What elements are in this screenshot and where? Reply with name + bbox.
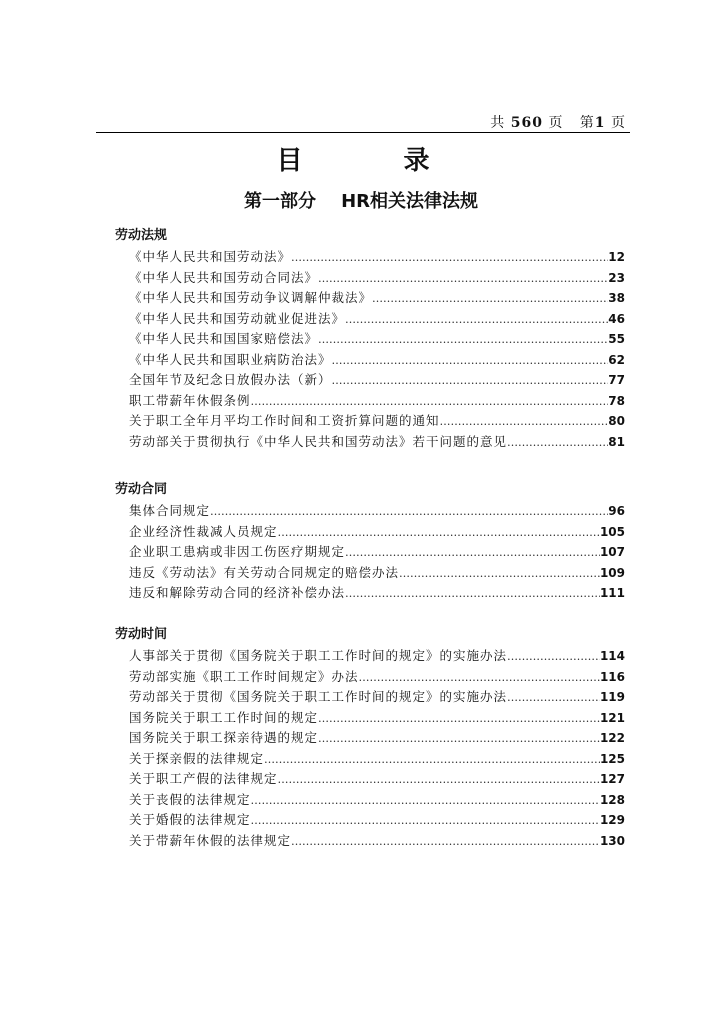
toc-entry-page: 80: [608, 414, 625, 428]
toc-entry[interactable]: [129, 646, 625, 667]
toc-entry[interactable]: [129, 728, 625, 749]
toc-entry-page: 81: [608, 434, 625, 449]
page-counter: [0, 112, 626, 132]
toc-entry-page: 107: [599, 545, 625, 559]
toc-entry[interactable]: [129, 268, 625, 289]
toc-entry-page: 46: [608, 311, 625, 326]
toc-entry-title: 关于丧假的法律规定: [129, 791, 251, 807]
page-counter-mid: 页: [548, 115, 564, 131]
toc-entry-page: 62: [608, 352, 625, 367]
toc-entry-title: 国务院关于职工工作时间的规定: [129, 709, 319, 725]
toc-entry[interactable]: [129, 522, 625, 543]
toc-entry-page: 130: [599, 833, 625, 848]
current-page: 1: [594, 115, 606, 131]
document-title: 目 录: [276, 146, 476, 176]
toc-entry-title: 企业经济性裁减人员规定: [129, 523, 278, 539]
toc-entry-title: 《中华人民共和国国家赔偿法》: [129, 331, 319, 346]
dot-leader: [291, 248, 608, 268]
toc-entry[interactable]: [129, 708, 625, 729]
toc-entry-title: 《中华人民共和国劳动合同法》: [129, 269, 319, 285]
toc-entry[interactable]: [129, 247, 625, 268]
toc-entry-title: 关于职工产假的法律规定: [129, 771, 278, 786]
toc-entry-title: 劳动部关于贯彻《国务院关于职工工作时间的规定》的实施办法: [129, 689, 508, 704]
toc-entry[interactable]: [129, 790, 625, 811]
dot-leader: [264, 750, 600, 770]
dot-leader: [251, 791, 600, 811]
toc-section: [115, 225, 635, 452]
toc-entry-page: 122: [599, 731, 625, 745]
dot-leader: [251, 392, 609, 412]
toc-entry[interactable]: [129, 583, 625, 604]
toc-entry-page: 12: [608, 250, 625, 264]
toc-entry-title: 《中华人民共和国劳动就业促进法》: [129, 310, 346, 326]
toc-entry-page: 125: [599, 751, 625, 766]
toc-entry-title: 《中华人民共和国劳动法》: [129, 249, 292, 264]
dot-leader: [507, 433, 608, 453]
toc-section: [115, 479, 635, 604]
toc-section: [115, 624, 635, 851]
dot-leader: [318, 709, 600, 729]
dot-leader: [332, 351, 609, 371]
toc-entry-title: 职工带薪年休假条例: [129, 392, 251, 408]
dot-leader: [372, 289, 608, 309]
toc-entry-page: 128: [599, 792, 625, 807]
toc-entry[interactable]: [129, 391, 625, 412]
toc-entry-title: 劳动部实施《职工工作时间规定》办法: [129, 668, 359, 684]
toc-entry[interactable]: [129, 831, 625, 852]
dot-leader: [507, 688, 600, 708]
toc-entry[interactable]: [129, 563, 625, 584]
toc-entry[interactable]: [129, 288, 625, 309]
toc-entry[interactable]: [129, 350, 625, 371]
toc-entry-page: 109: [599, 565, 625, 580]
dot-leader: [278, 523, 600, 543]
dot-leader: [507, 647, 600, 667]
toc-entry-title: 企业职工患病或非因工伤医疗期规定: [129, 544, 346, 559]
toc-entry-title: 全国年节及纪念日放假办法（新）: [129, 372, 332, 387]
toc-entry[interactable]: [129, 542, 625, 563]
toc-entry[interactable]: [129, 687, 625, 708]
toc-entry-page: 127: [599, 772, 625, 786]
toc-entry-title: 违反和解除劳动合同的经济补偿办法: [129, 585, 346, 600]
toc-entry[interactable]: [129, 329, 625, 350]
dot-leader: [399, 564, 600, 584]
toc-entry-page: 114: [599, 649, 625, 663]
page-counter-prefix: 共: [490, 115, 506, 131]
toc-entry-title: 关于带薪年休假的法律规定: [129, 832, 292, 848]
toc-entry[interactable]: [129, 370, 625, 391]
toc-entry-title: 关于探亲假的法律规定: [129, 750, 265, 766]
dot-leader: [318, 330, 608, 350]
toc-entry-page: 121: [599, 710, 625, 725]
toc-entry[interactable]: [129, 810, 625, 831]
toc-entry-title: 人事部关于贯彻《国务院关于职工工作时间的规定》的实施办法: [129, 648, 508, 663]
toc-entry[interactable]: [129, 501, 625, 522]
toc-entry[interactable]: [129, 769, 625, 790]
dot-leader: [251, 811, 600, 831]
toc-entry-page: 23: [608, 270, 625, 285]
dot-leader: [345, 310, 608, 330]
toc-entry-title: 劳动部关于贯彻执行《中华人民共和国劳动法》若干问题的意见: [129, 433, 508, 449]
dot-leader: [440, 412, 609, 432]
toc-entry[interactable]: [129, 667, 625, 688]
toc-entry-page: 78: [608, 393, 625, 408]
page-counter-suffix: 页: [611, 115, 626, 131]
dot-leader: [345, 543, 600, 563]
section-title: 劳动时间: [115, 627, 168, 642]
total-pages: 560: [510, 115, 543, 131]
toc-entry-title: 集体合同规定: [129, 503, 211, 518]
toc-entry[interactable]: [129, 309, 625, 330]
toc-entry-page: 105: [599, 524, 625, 539]
toc-entry-page: 96: [608, 504, 625, 518]
toc-entry-page: 119: [599, 690, 625, 704]
dot-leader: [318, 269, 608, 289]
dot-leader: [345, 584, 600, 604]
toc-entry[interactable]: [129, 432, 625, 453]
toc-entry-page: 38: [608, 291, 625, 305]
toc-entry-title: 国务院关于职工探亲待遇的规定: [129, 730, 319, 745]
toc-entry-title: 关于婚假的法律规定: [129, 812, 251, 827]
toc-entry-page: 77: [608, 373, 625, 387]
toc-entry-page: 111: [599, 586, 625, 600]
toc-entry-page: 129: [599, 813, 625, 827]
dot-leader: [291, 832, 600, 852]
section-title: 劳动合同: [115, 482, 168, 497]
header-rule: [96, 132, 630, 133]
toc-entry[interactable]: [129, 749, 625, 770]
section-title: 劳动法规: [115, 228, 168, 243]
dot-leader: [210, 502, 608, 522]
page-counter-page-prefix: 第: [579, 115, 595, 131]
toc-entry[interactable]: [129, 411, 625, 432]
dot-leader: [318, 729, 600, 749]
dot-leader: [332, 371, 609, 391]
toc-entry-title: 《中华人民共和国劳动争议调解仲裁法》: [129, 290, 373, 305]
dot-leader: [278, 770, 600, 790]
toc-entry-page: 116: [599, 669, 625, 684]
part-title: 第一部分 HR相关法律法规: [244, 191, 478, 212]
toc-entry-title: 关于职工全年月平均工作时间和工资折算问题的通知: [129, 413, 440, 428]
dot-leader: [359, 668, 600, 688]
toc-entry-page: 55: [608, 332, 625, 346]
toc-entry-title: 《中华人民共和国职业病防治法》: [129, 351, 332, 367]
toc-entry-title: 违反《劳动法》有关劳动合同规定的赔偿办法: [129, 564, 400, 580]
